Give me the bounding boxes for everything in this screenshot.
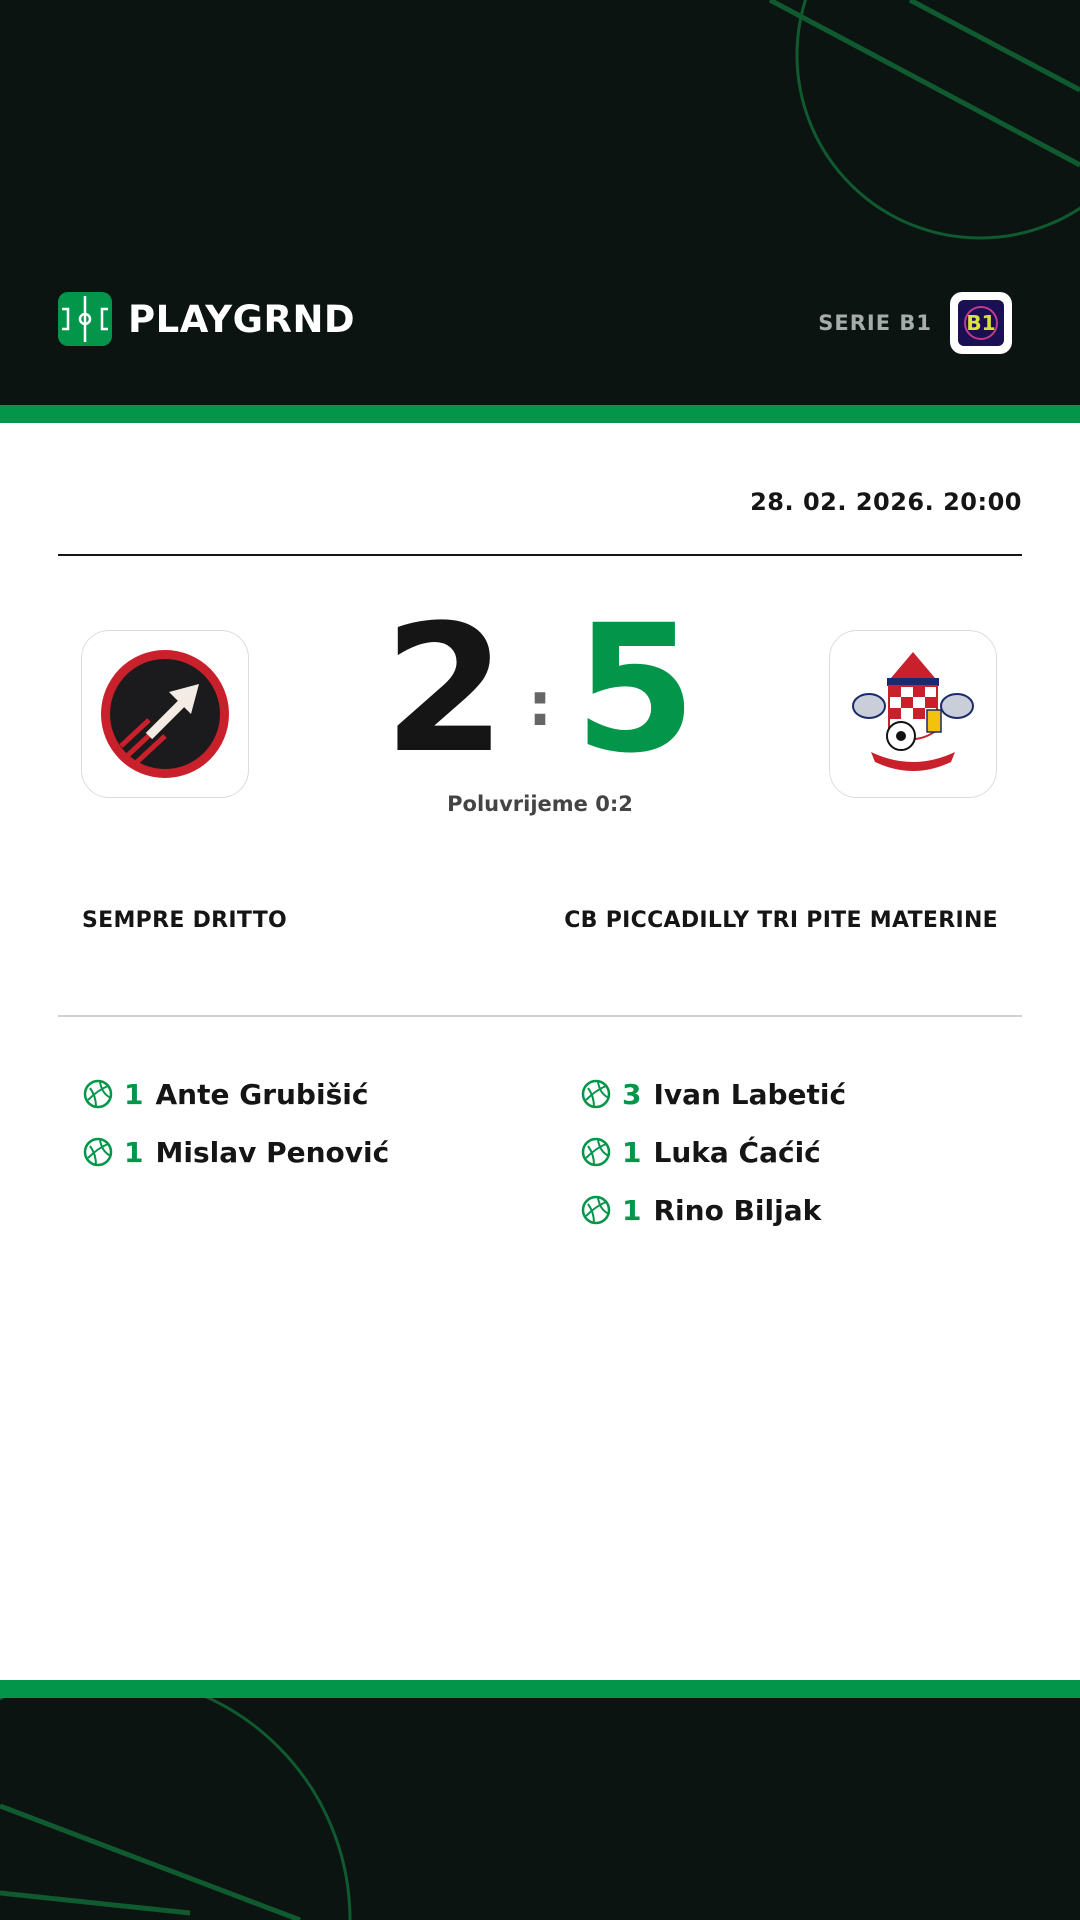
away-team-logo [829,630,997,798]
svg-text:B1: B1 [966,311,996,335]
player-name: Luka Ćaćić [653,1135,821,1169]
scorer-row [580,1123,846,1181]
scorer-row [82,1123,389,1181]
goal-count: 1 [622,1193,642,1227]
divider [58,1015,1022,1017]
footer-band [0,1698,1080,1920]
scorer-row [82,1065,389,1123]
halftime-score: Poluvrijeme 0:2 [447,792,633,816]
away-score: 5 [574,587,697,792]
home-score: 2 [383,587,506,792]
goal-count: 1 [124,1135,144,1169]
goal-count: 1 [622,1135,642,1169]
header-band [0,0,1080,405]
brand-name: PLAYGRND [128,297,356,341]
home-team-name: SEMPRE DRITTO [82,908,288,933]
ball-icon [580,1078,612,1110]
pitch-icon [58,292,112,346]
away-scorers-list [580,1065,846,1239]
player-name: Ante Grubišić [155,1077,369,1111]
home-scorers-list [82,1065,389,1181]
player-name: Ivan Labetić [653,1077,847,1111]
brand [58,292,355,346]
league-logo-icon [956,298,1006,348]
ball-icon [82,1078,114,1110]
league-name: SERIE B1 [818,311,932,335]
header-accent-stripe [0,405,1080,423]
league-badge [950,292,1012,354]
scorer-row [580,1065,846,1123]
ball-icon [82,1136,114,1168]
league-info [818,292,1012,354]
away-team-name: CB PICCADILLY TRI PITE MATERINE [564,908,998,933]
scorer-row [580,1181,846,1239]
ball-icon [580,1194,612,1226]
divider [58,554,1022,556]
away-team-crest-icon [843,644,983,784]
player-name: Rino Biljak [653,1193,822,1227]
ball-icon [580,1136,612,1168]
goal-count: 3 [622,1077,642,1111]
goal-count: 1 [124,1077,144,1111]
score-separator: : [528,670,552,740]
pitch-lines-decoration [0,1698,1080,1920]
footer-accent-stripe [0,1680,1080,1698]
match-date: 28. 02. 2026. 20:00 [750,488,1022,516]
player-name: Mislav Penović [155,1135,390,1169]
